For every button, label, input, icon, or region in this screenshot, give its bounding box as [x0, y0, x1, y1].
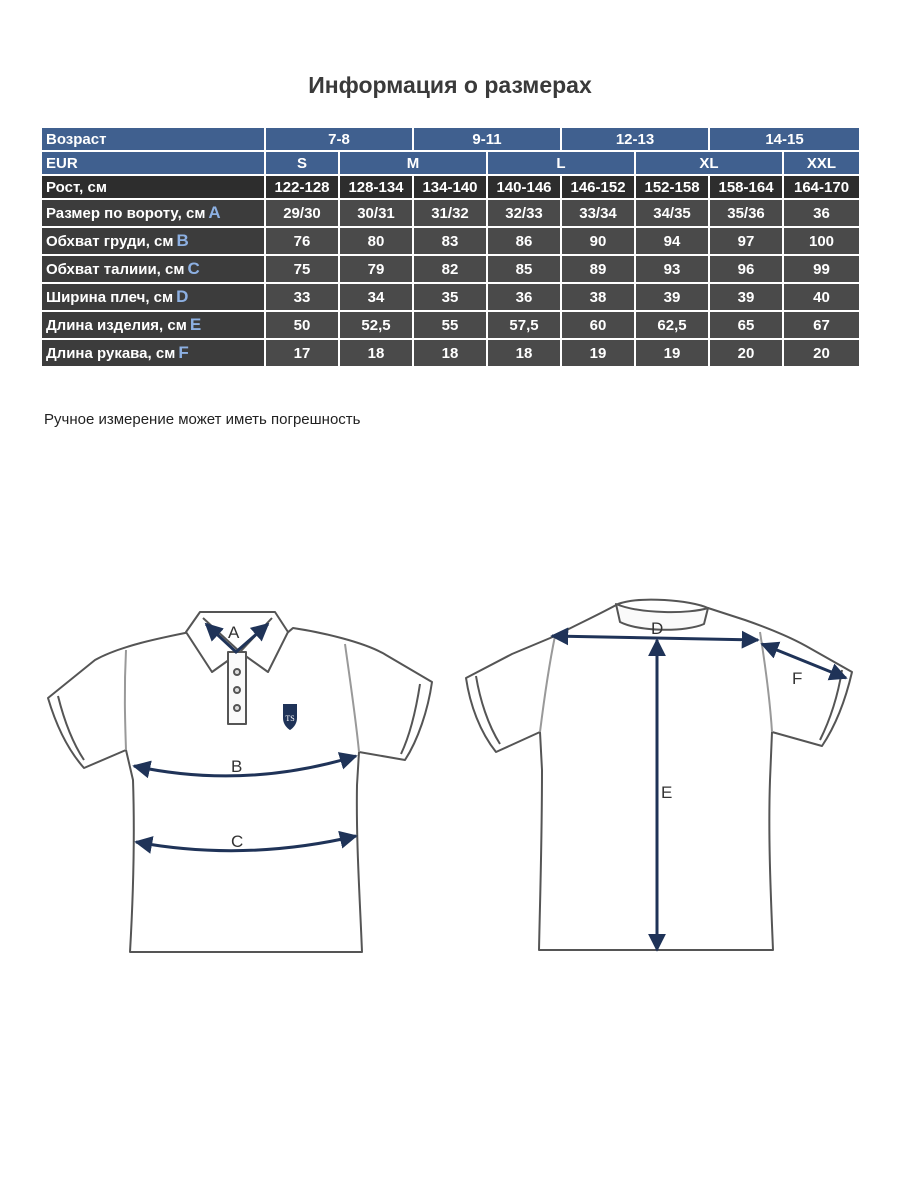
eur-row [41, 151, 860, 175]
value-cell: 67 [783, 311, 860, 339]
eur-cell: XXL [783, 151, 860, 175]
measure-label-e: E [661, 783, 673, 802]
row-label [41, 283, 265, 311]
value-cell: 83 [413, 227, 487, 255]
eur-cell: S [265, 151, 339, 175]
value-cell: 18 [487, 339, 561, 367]
height-cell: 140-146 [487, 175, 561, 199]
value-cell: 55 [413, 311, 487, 339]
measure-row-waist [41, 255, 860, 283]
row-label-text: Длина изделия, см [46, 317, 187, 334]
value-cell: 79 [339, 255, 413, 283]
value-cell: 36 [487, 283, 561, 311]
value-cell: 96 [709, 255, 783, 283]
value-cell: 19 [635, 339, 709, 367]
row-letter: F [178, 343, 189, 362]
value-cell: 34/35 [635, 199, 709, 227]
value-cell: 94 [635, 227, 709, 255]
value-cell: 57,5 [487, 311, 561, 339]
measure-row-shoulders [41, 283, 860, 311]
value-cell: 18 [413, 339, 487, 367]
value-cell: 93 [635, 255, 709, 283]
row-label [41, 199, 265, 227]
value-cell: 90 [561, 227, 635, 255]
eur-cell: M [339, 151, 487, 175]
height-label: Рост, см [41, 175, 265, 199]
value-cell: 35 [413, 283, 487, 311]
measurement-note: Ручное измерение может иметь погрешность [44, 411, 361, 428]
page-title: Информация о размерах [308, 72, 592, 98]
value-cell: 33 [265, 283, 339, 311]
value-cell: 62,5 [635, 311, 709, 339]
value-cell: 99 [783, 255, 860, 283]
measure-row-collar [41, 199, 860, 227]
front-shirt [48, 612, 432, 952]
height-cell: 152-158 [635, 175, 709, 199]
age-row [41, 127, 860, 151]
value-cell: 33/34 [561, 199, 635, 227]
row-letter: E [189, 315, 202, 334]
height-cell: 134-140 [413, 175, 487, 199]
row-letter: D [176, 287, 189, 306]
height-cell: 122-128 [265, 175, 339, 199]
value-cell: 82 [413, 255, 487, 283]
value-cell: 40 [783, 283, 860, 311]
height-cell: 158-164 [709, 175, 783, 199]
value-cell: 35/36 [709, 199, 783, 227]
value-cell: 39 [709, 283, 783, 311]
row-letter: C [187, 259, 200, 278]
height-cell: 164-170 [783, 175, 860, 199]
row-letter: A [208, 203, 221, 222]
value-cell: 30/31 [339, 199, 413, 227]
value-cell: 20 [783, 339, 860, 367]
value-cell: 60 [561, 311, 635, 339]
height-cell: 128-134 [339, 175, 413, 199]
value-cell: 20 [709, 339, 783, 367]
value-cell: 100 [783, 227, 860, 255]
button [234, 669, 240, 675]
row-label-text: Размер по вороту, см [46, 205, 206, 222]
value-cell: 80 [339, 227, 413, 255]
eur-cell: XL [635, 151, 783, 175]
measure-row-chest [41, 227, 860, 255]
age-cell: 9-11 [413, 127, 561, 151]
logo-text: TS [285, 714, 295, 723]
value-cell: 85 [487, 255, 561, 283]
value-cell: 89 [561, 255, 635, 283]
row-letter: B [176, 231, 189, 250]
value-cell: 65 [709, 311, 783, 339]
height-cell: 146-152 [561, 175, 635, 199]
row-label-text: Обхват талиии, см [46, 261, 185, 278]
value-cell: 50 [265, 311, 339, 339]
row-label [41, 255, 265, 283]
value-cell: 36 [783, 199, 860, 227]
value-cell: 75 [265, 255, 339, 283]
measure-label-b: B [231, 757, 243, 776]
shirt-diagram [0, 580, 900, 980]
row-label [41, 227, 265, 255]
measure-label-f: F [792, 669, 803, 688]
value-cell: 97 [709, 227, 783, 255]
row-label-text: Обхват груди, см [46, 233, 174, 250]
value-cell: 52,5 [339, 311, 413, 339]
height-row [41, 175, 860, 199]
value-cell: 76 [265, 227, 339, 255]
row-label-text: Длина рукава, см [46, 345, 176, 362]
measure-label-d: D [651, 619, 664, 638]
eur-label: EUR [41, 151, 265, 175]
row-label [41, 339, 265, 367]
measure-label-c: C [231, 832, 244, 851]
value-cell: 17 [265, 339, 339, 367]
measure-row-sleeve [41, 339, 860, 367]
row-label-text: Ширина плеч, см [46, 289, 174, 306]
age-cell: 14-15 [709, 127, 860, 151]
eur-cell: L [487, 151, 635, 175]
row-label [41, 311, 265, 339]
back-shirt [466, 600, 852, 950]
measure-row-length [41, 311, 860, 339]
button [234, 687, 240, 693]
value-cell: 32/33 [487, 199, 561, 227]
measure-label-a: A [228, 623, 240, 642]
age-cell: 7-8 [265, 127, 413, 151]
button [234, 705, 240, 711]
value-cell: 29/30 [265, 199, 339, 227]
size-table [40, 126, 861, 368]
back-shirt-body [466, 600, 852, 950]
value-cell: 86 [487, 227, 561, 255]
value-cell: 19 [561, 339, 635, 367]
sleeve-seam-left [125, 650, 126, 750]
age-label: Возраст [41, 127, 265, 151]
value-cell: 31/32 [413, 199, 487, 227]
value-cell: 39 [635, 283, 709, 311]
value-cell: 18 [339, 339, 413, 367]
value-cell: 38 [561, 283, 635, 311]
value-cell: 34 [339, 283, 413, 311]
age-cell: 12-13 [561, 127, 709, 151]
